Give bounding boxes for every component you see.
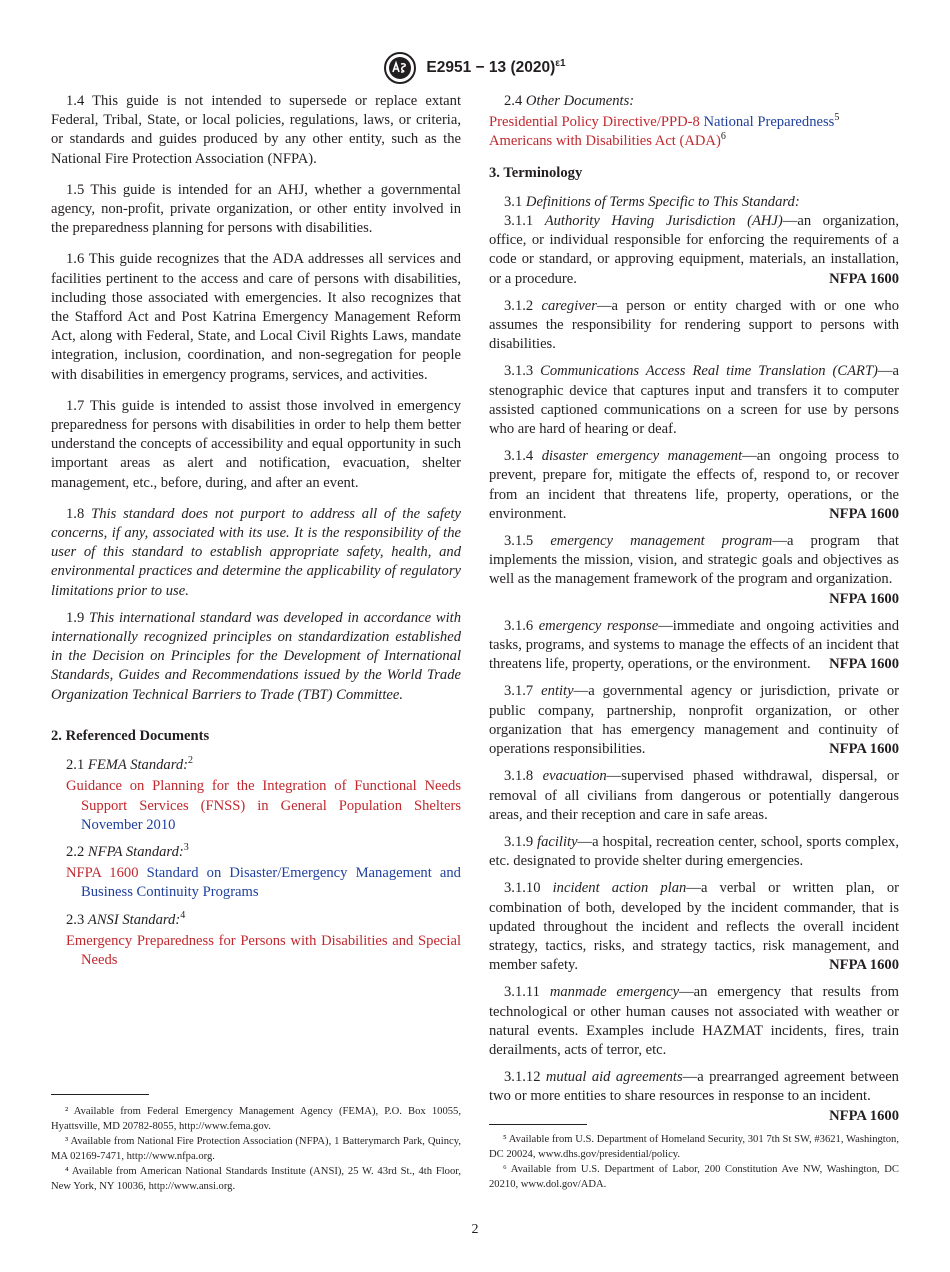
astm-logo-icon [384,52,416,84]
paragraph-1-5: 1.5 This guide is intended for an AHJ, whether a governmental agency, non-profit, private organization, or other entity involved in the preparedness planning for persons with disabilities. [51,181,461,237]
subsection-2-3: 2.3 ANSI Standard:$^4$ [66,909,186,928]
subsection-3-1: 3.1 Definitions of Terms Specific to This Standard: [504,193,800,210]
reference-fema-fnss[interactable]: Guidance on Planning for the Integration of Functional Needs Support Services (FNSS) in General Population Shelters November 2010 [66,778,461,833]
left-footnotes [51,1104,461,1194]
source-label: NFPA 1600 [829,505,899,522]
paragraph-1-7: 1.7 This guide is intended to assist those involved in emergency preparedness for persons with disabilities in order to help them better understand the concepts of accessibility and equal opportunity in such important areas as alert and notification, evacuation, shelter management, etc., before, during, and after an event. [51,397,461,491]
source-label: NFPA 1600 [829,656,899,673]
subsection-2-4: 2.4 Other Documents: [504,93,635,109]
definition-3-1-5: 3.1.5 emergency management program—a program that implements the mission, vision, and strategic goals and objectives as well as the management framework of the program and organization. NFPA 1600 [489,532,899,609]
section-3-heading: 3. Terminology [489,164,583,181]
footnote-2: ² Available from Federal Emergency Management Agency (FEMA), P.O. Box 10055, Hyattsville, MD 20782-8055, http://www.fema.gov. [51,1106,461,1132]
subsection-2-2: 2.2 NFPA Standard:$^3$ [66,842,189,860]
definition-3-1-1: 3.1.1 Authority Having Jurisdiction (AHJ)—an organization, office, or individual responsible for enforcing the requirements of a code or standard, or approving equipment, materials, an installation, or a procedure. NFPA 1600 [489,212,899,289]
paragraph-1-9: 1.9 This international standard was developed in accordance with internationally recognized principles on standardization established in the Decision on Principles for the Development of International Standards, Guides and Recommendations issued by the World Trade Organization Technical Barriers to Trade (TBT) Committee. [51,609,462,703]
footnote-5: ⁵ Available from U.S. Department of Homeland Security, 301 7th St SW, #3621, Washington, DC 20024, www.dhs.gov/presidential/policy. [489,1134,899,1160]
page-header [0,52,950,88]
definition-3-1-11: 3.1.11 manmade emergency—an emergency that results from technological or other human causes not associated with weather or natural events. Examples include HAZMAT incidents, fires, train derailments, acts of terror, etc. [489,984,899,1058]
definition-3-1-9: 3.1.9 facility—a hospital, recreation center, school, sports complex, etc. designated to provide shelter during emergencies. [489,833,899,870]
source-label: NFPA 1600 [829,1107,899,1124]
definition-3-1-12: 3.1.12 mutual aid agreements—a prearranged agreement between two or more entities to share resources in response to an incident. NFPA 1600 [489,1068,899,1126]
source-label: NFPA 1600 [829,590,899,607]
footnote-3: ³ Available from National Fire Protection Association (NFPA), 1 Batterymarch Park, Quincy, MA 02169-7471, http://www.nfpa.org. [51,1136,461,1162]
source-label: NFPA 1600 [829,270,899,287]
reference-ansi[interactable]: Emergency Preparedness for Persons with Disabilities and Special Needs [66,932,461,968]
paragraph-1-4: 1.4 This guide is not intended to supersede or replace extant Federal, Tribal, State, or local policies, regulations, laws, or criteria, or standards and guides produced by any other entity, such as the National Fire Protection Association (NFPA). [51,93,461,167]
definition-3-1-8: 3.1.8 evacuation—supervised phased withdrawal, dispersal, or removal of all civilians from dangerous or potentially dangerous areas, and their reception and care in safe areas. [489,768,899,823]
source-label: NFPA 1600 [829,957,899,974]
left-footnote-rule [51,1094,149,1095]
definition-3-1-3: 3.1.3 Communications Access Real time Translation (CART)—a stenographic device that captures input and transfers it to computer assisted captioned communications on a screen for use by persons who are hard of hearing or deaf. [489,363,899,438]
source-label: NFPA 1600 [829,741,899,758]
subsection-2-1: 2.1 FEMA Standard:$^2$ [66,755,194,774]
definition-3-1-4: 3.1.4 disaster emergency management—an ongoing process to prevent, prepare for, mitigate the effects of, respond to, or recover from an incident that threatens life, property, operations, or the environment. NFPA 1600 [489,447,899,524]
footnote-6: ⁶ Available from U.S. Department of Labor, 200 Constitution Ave NW, Washington, DC 20210, www.dol.gov/ADA. [489,1164,899,1190]
definition-3-1-2: 3.1.2 caregiver—a person or entity charged with or one who assumes the responsibility for rendering support to persons with disabilities. [489,297,899,353]
definition-3-1-10: 3.1.10 incident action plan—a verbal or written plan, or combination of both, developed by the incident commander, that is updated throughout the incident and reflects the overall incident strategy, tactics, risks, and strategy tactics, risk management, and member safety. NFPA 1600 [489,879,899,975]
footnote-4: ⁴ Available from American National Standards Institute (ANSI), 25 W. 43rd St., 4th Floor, New York, NY 10036, http://www.ansi.org. [51,1166,461,1192]
standard-designation: E2951 − 13 $(2020)^{\varepsilon 1}$ [426,57,566,76]
paragraph-1-8: 1.8 This standard does not purport to address all of the safety concerns, if any, associated with its use. It is the responsibility of the user of this standard to establish appropriate safety, health, and environmental practices and determine the applicability of regulatory limitations prior to use. [51,505,461,599]
section-2-heading: 2. Referenced Documents [51,727,210,744]
right-column [489,92,899,1134]
page-number: 2 [471,1222,479,1237]
left-column [51,92,461,978]
definition-3-1-6: 3.1.6 emergency response—immediate and ongoing activities and tasks, programs, and systems to manage the effects of an incident that threatens life, property, operations, or the environment. NFPA 1600 [489,617,899,675]
paragraph-1-6: 1.6 This guide recognizes that the ADA addresses all services and facilities pertinent to the access and care of persons with disabilities, including those associated with emergencies. It also recognizes that the Stafford Act and Post Katrina Emergency Management Reform Act, along with Federal, State, and Local Civil Rights Laws, mandate integration, inclusion, coordination, and non-segregation for people with disabilities in emergency programs, services, and activities. [51,251,461,383]
definition-3-1-7: 3.1.7 entity—a governmental agency or jurisdiction, private or public company, partnership, nonprofit organization, or other organization that has emergency management and continuity of operations responsibilities. NFPA 1600 [489,682,899,759]
reference-nfpa-1600[interactable]: NFPA 1600 Standard on Disaster/Emergency Management and Business Continuity Programs [66,865,461,901]
right-footnotes [489,1132,899,1192]
right-footnote-rule [489,1124,587,1125]
reference-ada[interactable]: Americans with Disabilities Act (ADA)$^6$ [489,131,726,150]
reference-ppd-8[interactable]: Presidential Policy Directive/PPD-8 National Preparedness$^5$ [489,112,840,131]
